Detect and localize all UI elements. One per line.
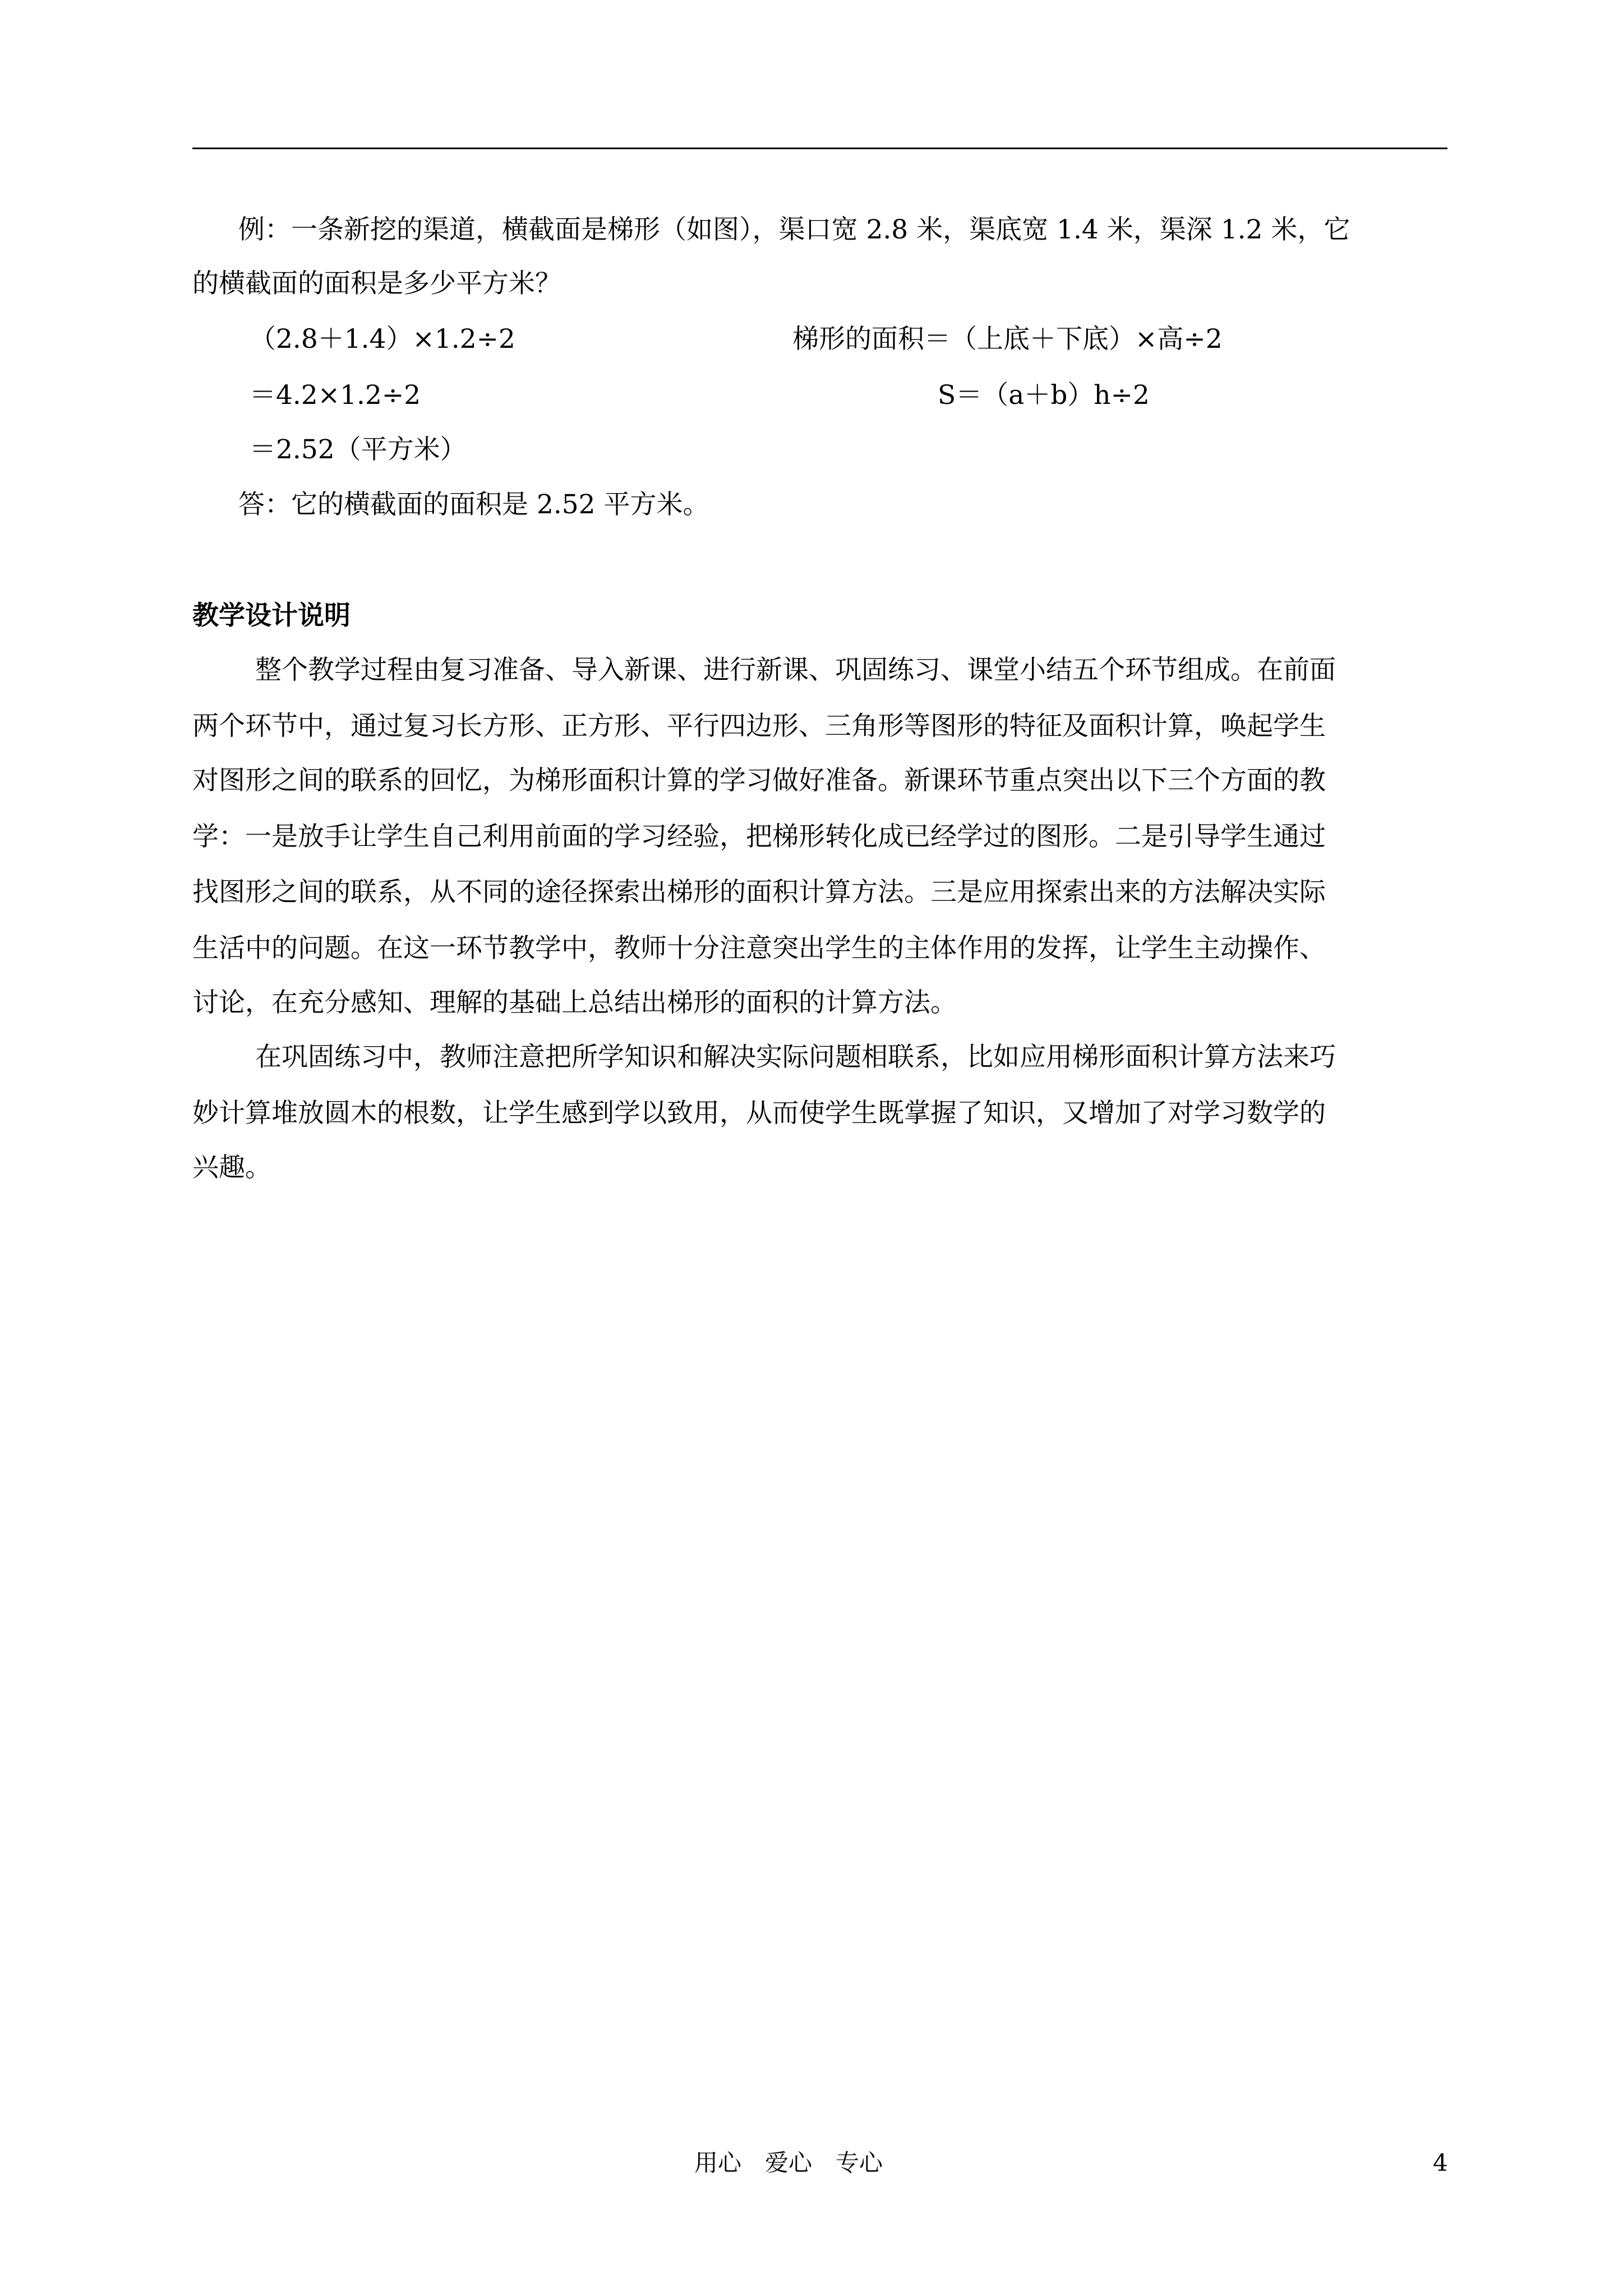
example-line-2: 的横截面的面积是多少平方米？ bbox=[192, 268, 561, 299]
calc-step-1: （2.8＋1.4）×1.2÷2 bbox=[250, 324, 515, 355]
calc-step-3: ＝2.52（平方米） bbox=[250, 434, 467, 465]
calc-step-2: ＝4.2×1.2÷2 bbox=[250, 380, 421, 411]
paragraph-line: 整个教学过程由复习准备、导入新课、进行新课、巩固练习、课堂小结五个环节组成。在前面 bbox=[255, 655, 1336, 685]
paragraph-line: 找图形之间的联系，从不同的途径探索出梯形的面积计算方法。三是应用探索出来的方法解决实际 bbox=[192, 877, 1326, 908]
paragraph-line: 讨论，在充分感知、理解的基础上总结出梯形的面积的计算方法。 bbox=[192, 987, 957, 1018]
paragraph-line: 学：一是放手让学生自己利用前面的学习经验，把梯形转化成已经学过的图形。二是引导学生通过 bbox=[192, 821, 1326, 852]
footer-slogan: 用心 爱心 专心 bbox=[694, 2149, 883, 2177]
paragraph-line: 兴趣。 bbox=[192, 1152, 271, 1183]
page-number: 4 bbox=[1433, 2149, 1448, 2177]
formula-letters: S＝（a＋b）h÷2 bbox=[938, 380, 1150, 411]
paragraph-line: 在巩固练习中，教师注意把所学知识和解决实际问题相联系，比如应用梯形面积计算方法来巧 bbox=[255, 1042, 1336, 1073]
paragraph-line: 对图形之间的联系的回忆，为梯形面积计算的学习做好准备。新课环节重点突出以下三个方面的教 bbox=[192, 765, 1326, 796]
paragraph-line: 两个环节中，通过复习长方形、正方形、平行四边形、三角形等图形的特征及面积计算，唤起学生 bbox=[192, 711, 1326, 742]
paragraph-line: 生活中的问题。在这一环节教学中，教师十分注意突出学生的主体作用的发挥，让学生主动操作、 bbox=[192, 933, 1326, 964]
header-rule bbox=[192, 148, 1447, 149]
section-heading: 教学设计说明 bbox=[192, 600, 351, 631]
paragraph-line: 妙计算堆放圆木的根数，让学生感到学以致用，从而使学生既掌握了知识，又增加了对学习数学的 bbox=[192, 1098, 1326, 1129]
example-line-1: 例：一条新挖的渠道，横截面是梯形（如图），渠口宽 2.8 米，渠底宽 1.4 米，渠深 1.2 米，它 bbox=[238, 214, 1350, 245]
formula-words: 梯形的面积＝（上底＋下底）×高÷2 bbox=[792, 324, 1223, 355]
answer-line: 答：它的横截面的面积是 2.52 平方米。 bbox=[238, 489, 709, 520]
